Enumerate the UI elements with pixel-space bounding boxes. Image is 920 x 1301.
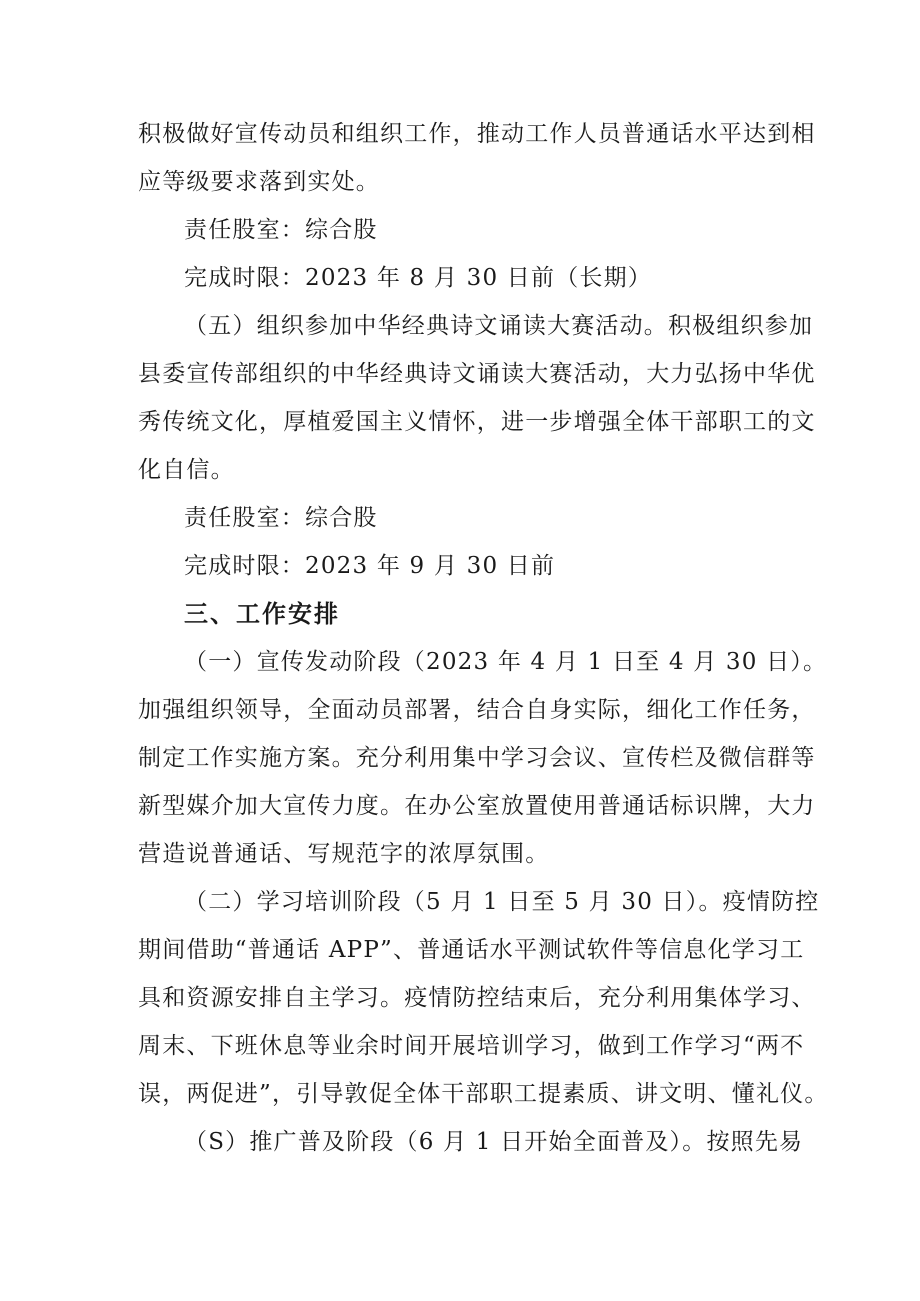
responsible-office-line: 责任股室：综合股 [184, 505, 378, 531]
section-item-5-title: （五）组织参加中华经典诗文诵读大赛活动。积极组织参加 [184, 313, 814, 339]
paragraph-line: 制定工作实施方案。充分利用集中学习会议、宣传栏及微信群等 [138, 745, 816, 771]
phase-2-title: （二）学习培训阶段（5 月 1 日至 5 月 30 日）。疫情防控 [184, 889, 820, 915]
deadline-line: 完成时限：2023 年 8 月 30 日前（长期） [184, 265, 652, 291]
phase-1-title: （一）宣传发动阶段（2023 年 4 月 1 日至 4 月 30 日）。 [184, 649, 828, 675]
paragraph-line: 秀传统文化，厚植爱国主义情怀，进一步增强全体干部职工的文 [138, 409, 816, 435]
phase-3-title: （S）推广普及阶段（6 月 1 日开始全面普及）。按照先易 [184, 1129, 804, 1155]
paragraph-line: 新型媒介加大宣传力度。在办公室放置使用普通话标识牌，大力 [138, 793, 816, 819]
paragraph-line: 县委宣传部组织的中华经典诗文诵读大赛活动，大力弘扬中华优 [138, 361, 816, 387]
paragraph-line: 应等级要求落到实处。 [138, 169, 380, 195]
paragraph-line: 误，两促进”，引导敦促全体干部职工提素质、讲文明、懂礼仪。 [138, 1081, 829, 1107]
paragraph-line: 化自信。 [138, 457, 235, 483]
paragraph-line: 具和资源安排自主学习。疫情防控结束后，充分利用集体学习、 [138, 985, 816, 1011]
paragraph-line: 营造说普通话、写规范字的浓厚氛围。 [138, 841, 550, 867]
section-heading: 三、工作安排 [184, 600, 340, 628]
deadline-line: 完成时限：2023 年 9 月 30 日前 [184, 553, 556, 579]
paragraph-line: 期间借助“普通话 APP”、普通话水平测试软件等信息化学习工 [138, 937, 805, 963]
paragraph-line: 加强组织领导，全面动员部署，结合自身实际，细化工作任务， [138, 697, 816, 723]
paragraph-line: 周末、下班休息等业余时间开展培训学习，做到工作学习“两不 [138, 1033, 805, 1059]
responsible-office-line: 责任股室：综合股 [184, 217, 378, 243]
paragraph-line: 积极做好宣传动员和组织工作，推动工作人员普通话水平达到相 [138, 121, 816, 147]
